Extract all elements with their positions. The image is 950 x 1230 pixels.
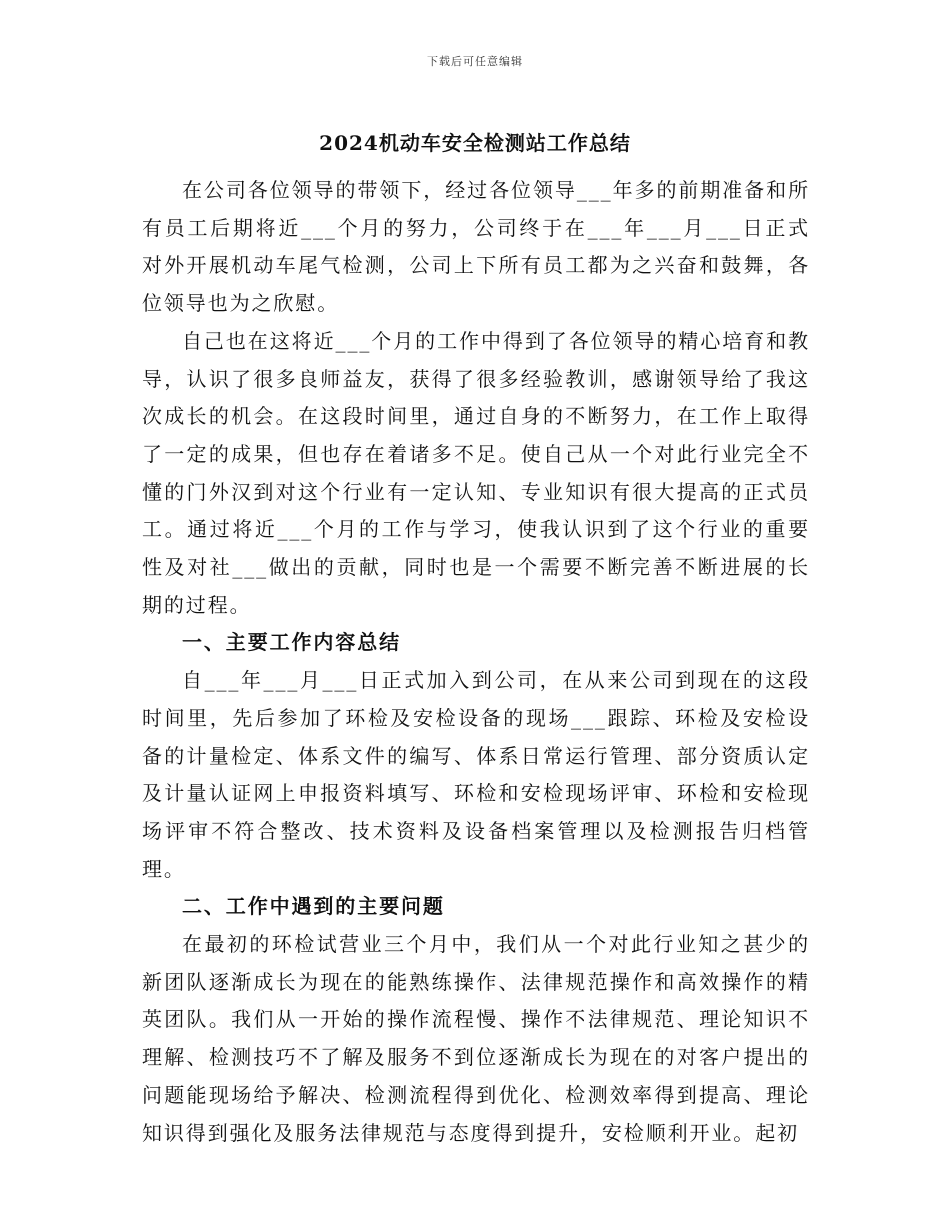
body-paragraph-intro: 在公司各位领导的带领下，经过各位领导___年多的前期准备和所有员工后期将近___个月的努力，公司终于在___年___月___日正式对外开展机动车尾气检测，公司上下所有员工都为之兴奋和鼓舞，各位领导也为之欣慰。 [142, 178, 810, 316]
page-header-note: 下载后可任意编辑 [427, 55, 523, 68]
body-paragraph-growth: 自己也在这将近___个月的工作中得到了各位领导的精心培育和教导，认识了很多良师益友，获得了很多经验教训，感谢领导给了我这次成长的机会。在这段时间里，通过自身的不断努力，在工作上取得了一定的成果，但也存在着诸多不足。使自己从一个对此行业完全不懂的门外汉到对这个行业有一定认知、专业知识有很大提高的正式员工。通过将近___个月的工作与学习，使我认识到了这个行业的重要性及对社___做出的贡献，同时也是一个需要不断完善不断进展的长期的过程。 [142, 328, 810, 617]
section-heading-main-work: 一、主要工作内容总结 [182, 630, 401, 655]
section-paragraph-problems: 在最初的环检试营业三个月中，我们从一个对此行业知之甚少的新团队逐渐成长为现在的能熟练操作、法律规范操作和高效操作的精英团队。我们从一开始的操作流程慢、操作不法律规范、理论知识不理解、检测技巧不了解及服务不到位逐渐成长为现在的对客户提出的问题能现场给予解决、检测流程得到优化、检测效率得到提高、理论知识得到强化及服务法律规范与态度得到提升，安检顺利开业。起初 [142, 932, 810, 1145]
document-title: 2024机动车安全检测站工作总结 [319, 131, 631, 155]
section-paragraph-main-work: 自___年___月___日正式加入到公司，在从来公司到现在的这段时间里，先后参加了环检及安检设备的现场___跟踪、环检及安检设备的计量检定、体系文件的编写、体系日常运行管理、部分资质认定及计量认证网上申报资料填写、环检和安检现场评审、环检和安检现场评审不符合整改、技术资料及设备档案管理以及检测报告归档管理。 [142, 668, 810, 881]
document-body [142, 172, 810, 1152]
section-heading-problems: 二、工作中遇到的主要问题 [182, 894, 445, 919]
